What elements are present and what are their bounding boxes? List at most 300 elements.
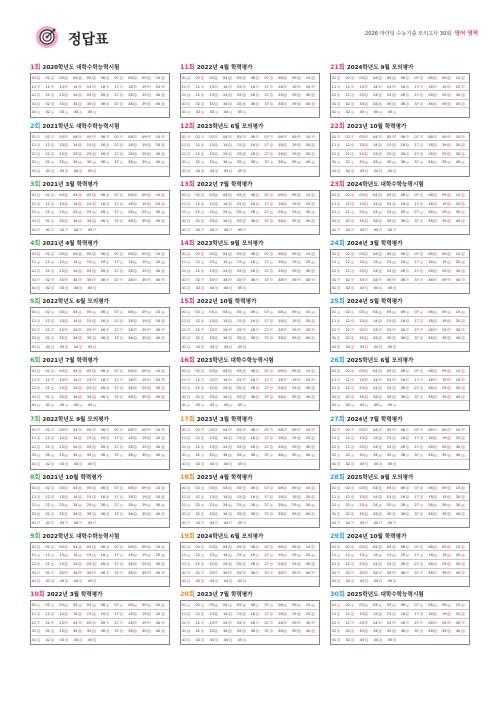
question-number: 33 bbox=[209, 511, 214, 516]
answer-mark-icon bbox=[228, 604, 232, 608]
question-number: 17 bbox=[414, 436, 419, 441]
answer-cell bbox=[72, 200, 86, 208]
answer-cell bbox=[386, 493, 400, 501]
answer-mark-icon bbox=[351, 486, 355, 490]
answer-block bbox=[180, 123, 320, 181]
answer-mark-icon bbox=[37, 211, 41, 215]
answer-cell bbox=[359, 83, 373, 91]
answer-mark-icon bbox=[393, 111, 397, 115]
answer-cell bbox=[100, 334, 114, 342]
answer-cell bbox=[100, 560, 114, 568]
answer-cell bbox=[155, 484, 169, 492]
answer-cell bbox=[400, 484, 414, 492]
answer-cell bbox=[264, 434, 278, 442]
answer-cell bbox=[428, 258, 442, 266]
answer-cell bbox=[250, 434, 264, 442]
answer-cell bbox=[345, 434, 359, 442]
question-number: 05 bbox=[86, 544, 92, 549]
answer-cell bbox=[386, 443, 400, 451]
answer-mark-icon bbox=[392, 545, 396, 549]
question-number: 09 bbox=[291, 134, 297, 139]
answer-mark-icon bbox=[311, 102, 315, 106]
answer-mark-icon bbox=[351, 369, 355, 373]
answer-mark-icon bbox=[461, 495, 465, 499]
question-number: 01 bbox=[181, 486, 187, 491]
answer-cell bbox=[386, 200, 400, 208]
answer-cell bbox=[31, 226, 45, 235]
question-number: 09 bbox=[141, 427, 147, 432]
answer-cell bbox=[86, 443, 100, 451]
answer-mark-icon bbox=[201, 454, 205, 458]
question-number: 01 bbox=[331, 427, 337, 432]
answer-mark-icon bbox=[92, 504, 96, 508]
answer-cell bbox=[45, 627, 59, 635]
question-number: 12 bbox=[195, 143, 200, 148]
answer-cell bbox=[291, 200, 305, 208]
answer-mark-icon bbox=[337, 504, 341, 508]
answer-mark-icon bbox=[201, 85, 205, 89]
answer-block bbox=[330, 591, 470, 649]
answer-cell bbox=[72, 100, 86, 108]
answer-cell bbox=[428, 100, 442, 108]
question-number: 11 bbox=[31, 143, 37, 148]
answer-mark-icon bbox=[365, 462, 369, 466]
answer-cell bbox=[387, 226, 401, 235]
question-number: 24 bbox=[372, 386, 378, 391]
answer-mark-icon bbox=[420, 445, 424, 449]
answer-cell bbox=[345, 150, 359, 158]
question-number: 45 bbox=[87, 637, 93, 642]
answer-mark-icon bbox=[79, 286, 83, 290]
answer-row bbox=[31, 384, 169, 393]
question-number: 04 bbox=[72, 603, 78, 608]
answer-mark-icon bbox=[364, 621, 368, 625]
answer-mark-icon bbox=[133, 85, 137, 89]
question-number: 19 bbox=[441, 611, 447, 616]
answer-mark-icon bbox=[392, 328, 396, 332]
question-number: 28 bbox=[278, 444, 283, 449]
answer-cell bbox=[45, 200, 59, 208]
answer-cell bbox=[264, 150, 278, 158]
answer-cell bbox=[359, 577, 373, 586]
answer-mark-icon bbox=[78, 328, 82, 332]
answer-mark-icon bbox=[392, 143, 396, 147]
question-number: 33 bbox=[59, 277, 64, 282]
answer-mark-icon bbox=[92, 445, 96, 449]
answer-cell bbox=[291, 133, 305, 141]
question-number: 14 bbox=[372, 553, 378, 558]
question-number: 15 bbox=[386, 436, 392, 441]
answer-cell bbox=[87, 401, 101, 410]
question-number: 36 bbox=[400, 277, 406, 282]
answer-cell bbox=[195, 393, 209, 401]
answer-mark-icon bbox=[433, 261, 437, 265]
test-name: 2023년 10월 학력평가 bbox=[346, 123, 407, 130]
question-number: 15 bbox=[386, 494, 392, 499]
answer-cell bbox=[128, 158, 142, 166]
answer-cell bbox=[114, 434, 128, 442]
answer-cell bbox=[441, 326, 455, 334]
answer-cell bbox=[128, 376, 142, 384]
answer-cell bbox=[181, 284, 195, 293]
question-number: 36 bbox=[400, 570, 406, 575]
question-number: 11 bbox=[331, 318, 337, 323]
question-number: 16 bbox=[100, 436, 106, 441]
question-number: 31 bbox=[181, 336, 187, 341]
answer-table bbox=[330, 483, 470, 528]
question-number: 03 bbox=[209, 134, 214, 139]
question-number: 12 bbox=[195, 494, 200, 499]
answer-cell bbox=[181, 610, 195, 618]
question-number: 29 bbox=[291, 327, 297, 332]
answer-row bbox=[331, 401, 469, 410]
question-number: 19 bbox=[141, 201, 147, 206]
answer-mark-icon bbox=[256, 604, 260, 608]
answer-cell bbox=[45, 636, 59, 645]
answer-mark-icon bbox=[106, 395, 110, 399]
answer-cell bbox=[250, 317, 264, 325]
question-number: 33 bbox=[59, 101, 64, 106]
question-number: 43 bbox=[209, 403, 215, 408]
question-number: 35 bbox=[236, 629, 242, 634]
answer-cell bbox=[305, 367, 319, 375]
answer-cell bbox=[400, 91, 414, 99]
question-number: 36 bbox=[250, 453, 256, 458]
answer-mark-icon bbox=[106, 211, 110, 215]
answer-mark-icon bbox=[378, 436, 382, 440]
answer-mark-icon bbox=[420, 495, 424, 499]
answer-cell bbox=[250, 443, 264, 451]
answer-cell bbox=[455, 384, 469, 392]
answer-cell bbox=[209, 551, 223, 559]
question-number: 38 bbox=[278, 336, 283, 341]
answer-mark-icon bbox=[133, 328, 137, 332]
question-number: 12 bbox=[195, 611, 200, 616]
answer-cell bbox=[345, 627, 359, 635]
answer-block bbox=[330, 123, 470, 181]
answer-cell bbox=[114, 276, 128, 284]
question-number: 11 bbox=[31, 436, 37, 441]
answer-mark-icon bbox=[364, 135, 368, 139]
question-number: 41 bbox=[331, 403, 337, 408]
question-number: 30 bbox=[455, 151, 461, 156]
answer-mark-icon bbox=[337, 211, 341, 215]
answer-cell bbox=[195, 133, 209, 141]
answer-cell bbox=[128, 317, 142, 325]
answer-cell bbox=[386, 258, 400, 266]
question-number: 44 bbox=[223, 461, 229, 466]
question-number: 16 bbox=[250, 494, 256, 499]
answer-row bbox=[31, 569, 169, 578]
answer-mark-icon bbox=[392, 85, 396, 89]
question-number: 21 bbox=[331, 151, 337, 156]
answer-mark-icon bbox=[187, 629, 191, 633]
answer-mark-icon bbox=[447, 278, 451, 282]
question-number: 10 bbox=[155, 544, 161, 549]
answer-cell bbox=[305, 326, 319, 334]
question-number: 26 bbox=[100, 503, 106, 508]
question-number: 27 bbox=[414, 268, 419, 273]
answer-mark-icon bbox=[187, 462, 191, 466]
question-number: 17 bbox=[264, 143, 269, 148]
question-number: 05 bbox=[386, 134, 392, 139]
answer-mark-icon bbox=[51, 193, 55, 197]
question-number: 33 bbox=[59, 570, 64, 575]
test-name: 2023학년도 6월 모의평가 bbox=[196, 123, 264, 130]
answer-row bbox=[331, 376, 469, 385]
answer-cell bbox=[372, 560, 386, 568]
question-number: 26 bbox=[100, 210, 106, 215]
answer-cell bbox=[209, 100, 223, 108]
answer-block-title bbox=[180, 591, 320, 599]
answer-mark-icon bbox=[270, 378, 274, 382]
test-number: 27회 bbox=[330, 415, 345, 423]
answer-mark-icon bbox=[256, 495, 260, 499]
question-number: 20 bbox=[455, 436, 461, 441]
answer-row bbox=[31, 376, 169, 385]
answer-mark-icon bbox=[337, 111, 341, 115]
question-number: 27 bbox=[414, 620, 419, 625]
answer-mark-icon bbox=[420, 436, 424, 440]
answer-mark-icon bbox=[120, 319, 124, 323]
answer-mark-icon bbox=[214, 604, 218, 608]
answer-cell bbox=[455, 217, 469, 225]
answer-mark-icon bbox=[64, 554, 68, 558]
answer-cell bbox=[291, 308, 305, 316]
answer-mark-icon bbox=[365, 169, 369, 173]
answer-mark-icon bbox=[378, 554, 382, 558]
answer-cell bbox=[195, 510, 209, 518]
answer-cell bbox=[345, 208, 359, 216]
answer-mark-icon bbox=[37, 202, 41, 206]
answer-cell bbox=[222, 308, 236, 316]
answer-cell bbox=[45, 484, 59, 492]
answer-mark-icon bbox=[51, 395, 55, 399]
test-number: 9회 bbox=[30, 532, 41, 540]
answer-cell bbox=[128, 384, 142, 392]
question-number: 22 bbox=[45, 503, 50, 508]
answer-mark-icon bbox=[187, 278, 191, 282]
question-number: 40 bbox=[455, 629, 461, 634]
test-name: 2023년 4월 학력평가 bbox=[196, 475, 253, 482]
answer-row bbox=[181, 393, 319, 402]
question-number: 34 bbox=[72, 218, 78, 223]
answer-mark-icon bbox=[64, 545, 68, 549]
answer-cell bbox=[222, 326, 236, 334]
question-number: 34 bbox=[222, 277, 228, 282]
question-number: 29 bbox=[441, 503, 447, 508]
answer-mark-icon bbox=[447, 202, 451, 206]
answer-mark-icon bbox=[161, 269, 165, 273]
answer-cell bbox=[128, 560, 142, 568]
question-number: 11 bbox=[31, 494, 37, 499]
answer-cell bbox=[455, 74, 469, 82]
answer-row bbox=[181, 367, 319, 376]
question-number: 26 bbox=[250, 561, 256, 566]
answer-block-title bbox=[180, 298, 320, 306]
answer-mark-icon bbox=[64, 621, 68, 625]
question-number: 30 bbox=[155, 151, 161, 156]
answer-mark-icon bbox=[161, 612, 165, 616]
answer-mark-icon bbox=[256, 328, 260, 332]
question-number: 14 bbox=[372, 494, 378, 499]
answer-cell bbox=[86, 326, 100, 334]
question-number: 17 bbox=[114, 436, 119, 441]
question-number: 39 bbox=[291, 453, 297, 458]
question-number: 28 bbox=[128, 210, 133, 215]
question-number: 05 bbox=[236, 486, 242, 491]
answer-cell bbox=[414, 317, 428, 325]
answer-cell bbox=[195, 519, 209, 528]
answer-cell bbox=[373, 636, 387, 645]
question-number: 10 bbox=[455, 369, 461, 373]
answer-mark-icon bbox=[311, 336, 315, 340]
answer-mark-icon bbox=[351, 638, 355, 642]
answer-row bbox=[181, 91, 319, 100]
answer-cell bbox=[386, 267, 400, 275]
answer-cell bbox=[400, 191, 414, 199]
answer-cell bbox=[45, 569, 59, 577]
question-number: 28 bbox=[128, 268, 133, 273]
question-number: 05 bbox=[86, 603, 92, 608]
question-number: 21 bbox=[331, 327, 337, 332]
question-number: 14 bbox=[222, 436, 228, 441]
answer-cell bbox=[250, 334, 264, 342]
answer-cell bbox=[181, 393, 195, 401]
question-number: 22 bbox=[345, 151, 350, 156]
answer-cell bbox=[414, 326, 428, 334]
question-number: 44 bbox=[373, 637, 379, 642]
question-number: 30 bbox=[155, 93, 161, 98]
answer-mark-icon bbox=[92, 604, 96, 608]
answer-mark-icon bbox=[406, 612, 410, 616]
answer-mark-icon bbox=[161, 369, 165, 373]
answer-cell bbox=[386, 569, 400, 577]
test-name: 2024학년도 대학수학능력시험 bbox=[346, 182, 424, 189]
answer-mark-icon bbox=[161, 278, 165, 282]
question-number: 42 bbox=[195, 168, 201, 173]
answer-cell bbox=[441, 141, 455, 149]
answer-cell bbox=[100, 501, 114, 509]
answer-cell bbox=[414, 443, 428, 451]
answer-mark-icon bbox=[242, 612, 246, 616]
question-number: 18 bbox=[128, 201, 133, 206]
answer-row bbox=[331, 276, 469, 285]
question-number: 31 bbox=[331, 218, 337, 223]
answer-mark-icon bbox=[187, 521, 191, 525]
answer-mark-icon bbox=[337, 445, 341, 449]
answer-mark-icon bbox=[270, 621, 274, 625]
question-number: 14 bbox=[222, 318, 228, 323]
question-number: 17 bbox=[264, 436, 269, 441]
answer-cell bbox=[331, 308, 345, 316]
answer-cell bbox=[86, 451, 100, 459]
answer-cell bbox=[222, 451, 236, 459]
answer-cell bbox=[291, 276, 305, 284]
question-number: 38 bbox=[278, 570, 283, 575]
answer-mark-icon bbox=[51, 311, 55, 315]
answer-row bbox=[31, 426, 169, 435]
answer-mark-icon bbox=[187, 445, 191, 449]
test-number: 4회 bbox=[30, 239, 41, 247]
answer-cell bbox=[181, 484, 195, 492]
question-number: 25 bbox=[386, 444, 392, 449]
answer-cell bbox=[155, 308, 169, 316]
answer-cell bbox=[359, 191, 373, 199]
question-number: 38 bbox=[128, 218, 133, 223]
answer-cell bbox=[100, 326, 114, 334]
question-number: 35 bbox=[386, 336, 392, 341]
answer-mark-icon bbox=[64, 252, 68, 256]
answer-mark-icon bbox=[393, 404, 397, 408]
answer-mark-icon bbox=[214, 202, 218, 206]
question-number: 15 bbox=[86, 201, 92, 206]
question-number: 08 bbox=[278, 486, 283, 491]
question-number: 45 bbox=[87, 403, 93, 408]
question-number: 09 bbox=[291, 603, 297, 608]
answer-mark-icon bbox=[433, 135, 437, 139]
question-number: 15 bbox=[236, 260, 242, 265]
question-number: 12 bbox=[345, 318, 350, 323]
question-number: 13 bbox=[209, 201, 214, 206]
answer-cell bbox=[305, 610, 319, 618]
answer-mark-icon bbox=[311, 135, 315, 139]
answer-row bbox=[331, 317, 469, 326]
answer-mark-icon bbox=[351, 621, 355, 625]
question-number: 14 bbox=[72, 318, 78, 323]
answer-mark-icon bbox=[51, 571, 55, 575]
question-number: 06 bbox=[400, 76, 406, 80]
question-number: 21 bbox=[181, 503, 187, 508]
answer-mark-icon bbox=[392, 445, 396, 449]
question-number: 09 bbox=[141, 369, 147, 373]
question-number: 36 bbox=[250, 336, 256, 341]
answer-row bbox=[331, 636, 469, 645]
answer-cell bbox=[59, 601, 73, 609]
answer-mark-icon bbox=[364, 161, 368, 165]
answer-mark-icon bbox=[78, 202, 82, 206]
question-number: 30 bbox=[305, 620, 311, 625]
answer-cell bbox=[236, 367, 250, 375]
answer-mark-icon bbox=[379, 286, 383, 290]
answer-cell bbox=[331, 226, 345, 235]
question-number: 40 bbox=[455, 336, 461, 341]
answer-cell bbox=[331, 551, 345, 559]
answer-mark-icon bbox=[201, 76, 205, 80]
answer-mark-icon bbox=[228, 161, 232, 165]
answer-mark-icon bbox=[228, 76, 232, 80]
question-number: 37 bbox=[264, 629, 269, 634]
answer-mark-icon bbox=[297, 504, 301, 508]
answer-cell bbox=[264, 317, 278, 325]
answer-mark-icon bbox=[433, 436, 437, 440]
question-number: 38 bbox=[428, 218, 433, 223]
answer-cell bbox=[114, 326, 128, 334]
answer-cell bbox=[114, 308, 128, 316]
answer-mark-icon bbox=[78, 629, 82, 633]
question-number: 35 bbox=[86, 277, 92, 282]
answer-row bbox=[31, 601, 169, 610]
question-number: 33 bbox=[359, 394, 364, 399]
question-number: 28 bbox=[428, 268, 433, 273]
answer-cell bbox=[345, 158, 359, 166]
question-number: 07 bbox=[264, 427, 269, 432]
question-number: 32 bbox=[195, 629, 200, 634]
question-number: 43 bbox=[209, 286, 215, 291]
answer-mark-icon bbox=[297, 395, 301, 399]
answer-mark-icon bbox=[351, 269, 355, 273]
answer-row bbox=[331, 217, 469, 226]
